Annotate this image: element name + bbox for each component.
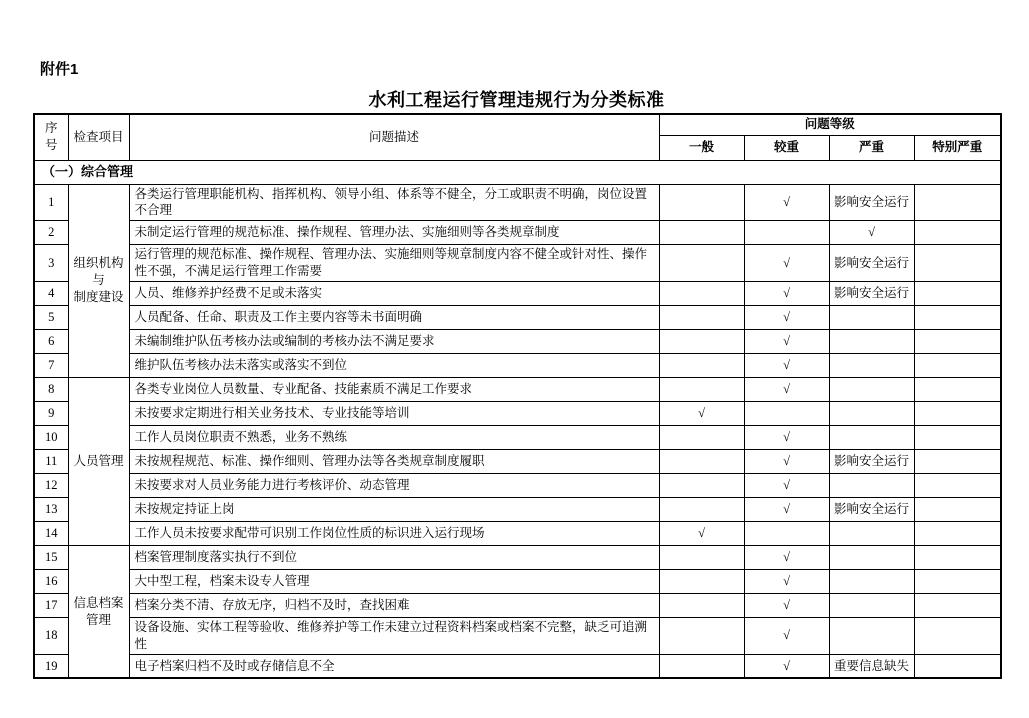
level-cell-moderate [744, 402, 829, 426]
level-cell-critical [914, 378, 1001, 402]
level-cell-severe [829, 354, 914, 378]
description-cell: 人员配备、任命、职责及工作主要内容等未书面明确 [129, 306, 659, 330]
row-number-cell: 8 [34, 378, 68, 402]
category-label-line: 人员管理 [73, 454, 124, 469]
table-row [34, 282, 1001, 306]
level-cell-moderate [744, 221, 829, 245]
level-cell-critical [914, 498, 1001, 522]
level-cell-general [659, 474, 744, 498]
level-cell-critical [914, 654, 1001, 678]
level-cell-general [659, 354, 744, 378]
table-row [34, 522, 1001, 546]
header-level-severe: 严重 [829, 135, 914, 160]
row-number-cell: 6 [34, 330, 68, 354]
level-cell-moderate: √ [744, 594, 829, 618]
level-cell-critical [914, 594, 1001, 618]
level-cell-critical [914, 184, 1001, 221]
level-cell-critical [914, 522, 1001, 546]
category-label-line: 制度建设 [73, 290, 124, 305]
level-cell-general [659, 654, 744, 678]
table-row [34, 354, 1001, 378]
level-cell-moderate: √ [744, 450, 829, 474]
level-cell-moderate: √ [744, 474, 829, 498]
level-cell-critical [914, 354, 1001, 378]
level-cell-moderate: √ [744, 654, 829, 678]
level-cell-severe [829, 618, 914, 655]
table-row [34, 306, 1001, 330]
description-cell: 未按要求对人员业务能力进行考核评价、动态管理 [129, 474, 659, 498]
level-cell-severe: 重要信息缺失 [829, 654, 914, 678]
level-cell-moderate: √ [744, 184, 829, 221]
level-cell-severe [829, 402, 914, 426]
header-problem-level-group: 问题等级 [659, 114, 1001, 135]
description-cell: 各类专业岗位人员数量、专业配备、技能素质不满足工作要求 [129, 378, 659, 402]
table-row [34, 330, 1001, 354]
level-cell-severe: 影响安全运行 [829, 282, 914, 306]
level-cell-severe [829, 378, 914, 402]
level-cell-severe [829, 594, 914, 618]
page-title: 水利工程运行管理违规行为分类标准 [368, 90, 665, 110]
header-level-moderate: 较重 [744, 135, 829, 160]
table-row [34, 245, 1001, 282]
level-cell-severe: 影响安全运行 [829, 184, 914, 221]
category-label-line: 管理 [85, 612, 111, 627]
description-cell: 运行管理的规范标准、操作规程、管理办法、实施细则等规章制度内容不健全或针对性、操作性不强，不满足运行管理工作需要 [129, 245, 659, 282]
level-cell-severe [829, 426, 914, 450]
row-number-cell: 3 [34, 245, 68, 282]
level-cell-severe: 影响安全运行 [829, 450, 914, 474]
row-number-cell: 7 [34, 354, 68, 378]
level-cell-critical [914, 330, 1001, 354]
description-cell: 人员、维修养护经费不足或未落实 [129, 282, 659, 306]
header-level-general: 一般 [659, 135, 744, 160]
description-cell: 未按规程规范、标准、操作细则、管理办法等各类规章制度履职 [129, 450, 659, 474]
header-seq: 序号 [34, 114, 68, 160]
level-cell-general [659, 546, 744, 570]
category-cell [68, 546, 129, 679]
table-row [34, 654, 1001, 678]
table-row [34, 221, 1001, 245]
description-cell: 未编制维护队伍考核办法或编制的考核办法不满足要求 [129, 330, 659, 354]
level-cell-general [659, 330, 744, 354]
level-cell-severe [829, 546, 914, 570]
table-row [34, 426, 1001, 450]
description-cell: 维护队伍考核办法未落实或落实不到位 [129, 354, 659, 378]
level-cell-moderate: √ [744, 546, 829, 570]
row-number-cell: 18 [34, 618, 68, 655]
level-cell-severe: 影响安全运行 [829, 498, 914, 522]
level-cell-moderate: √ [744, 426, 829, 450]
row-number-cell: 14 [34, 522, 68, 546]
header-problem-description: 问题描述 [129, 114, 659, 160]
table-row [34, 570, 1001, 594]
table-row [34, 184, 1001, 221]
table-row [34, 378, 1001, 402]
level-cell-moderate: √ [744, 330, 829, 354]
description-cell: 电子档案归档不及时或存储信息不全 [129, 654, 659, 678]
category-cell [68, 184, 129, 378]
level-cell-general: √ [659, 402, 744, 426]
level-cell-general [659, 594, 744, 618]
table-row [34, 498, 1001, 522]
description-cell: 档案管理制度落实执行不到位 [129, 546, 659, 570]
level-cell-critical [914, 306, 1001, 330]
row-number-cell: 5 [34, 306, 68, 330]
category-label-line: 信息档案 [73, 595, 124, 610]
category-label-line: 组织机构与 [73, 256, 124, 288]
table-row [34, 594, 1001, 618]
row-number-cell: 11 [34, 450, 68, 474]
level-cell-moderate: √ [744, 354, 829, 378]
table-row [34, 618, 1001, 655]
level-cell-general: √ [659, 522, 744, 546]
row-number-cell: 2 [34, 221, 68, 245]
level-cell-general [659, 245, 744, 282]
level-cell-moderate: √ [744, 282, 829, 306]
level-cell-moderate: √ [744, 618, 829, 655]
row-number-cell: 17 [34, 594, 68, 618]
description-cell: 工作人员未按要求配带可识别工作岗位性质的标识进入运行现场 [129, 522, 659, 546]
level-cell-severe [829, 474, 914, 498]
level-cell-critical [914, 546, 1001, 570]
level-cell-general [659, 618, 744, 655]
level-cell-severe [829, 570, 914, 594]
level-cell-critical [914, 618, 1001, 655]
level-cell-moderate [744, 522, 829, 546]
description-cell: 未制定运行管理的规范标准、操作规程、管理办法、实施细则等各类规章制度 [129, 221, 659, 245]
level-cell-general [659, 570, 744, 594]
level-cell-general [659, 378, 744, 402]
level-cell-critical [914, 221, 1001, 245]
table-header [34, 114, 1001, 160]
category-cell [68, 378, 129, 546]
level-cell-general [659, 498, 744, 522]
table-row [34, 450, 1001, 474]
level-cell-severe [829, 522, 914, 546]
description-cell: 各类运行管理职能机构、指挥机构、领导小组、体系等不健全，分工或职责不明确，岗位设置不合理 [129, 184, 659, 221]
level-cell-critical [914, 282, 1001, 306]
row-number-cell: 1 [34, 184, 68, 221]
table-body [34, 160, 1001, 678]
level-cell-general [659, 221, 744, 245]
table-row [34, 402, 1001, 426]
level-cell-general [659, 184, 744, 221]
level-cell-critical [914, 426, 1001, 450]
header-inspection-item: 检查项目 [68, 114, 129, 160]
level-cell-critical [914, 402, 1001, 426]
violation-classification-table [33, 113, 1002, 679]
level-cell-moderate: √ [744, 378, 829, 402]
level-cell-severe [829, 306, 914, 330]
level-cell-moderate: √ [744, 570, 829, 594]
description-cell: 大中型工程，档案未设专人管理 [129, 570, 659, 594]
row-number-cell: 4 [34, 282, 68, 306]
level-cell-severe [829, 330, 914, 354]
row-number-cell: 13 [34, 498, 68, 522]
level-cell-critical [914, 570, 1001, 594]
row-number-cell: 9 [34, 402, 68, 426]
attachment-label: 附件1 [40, 61, 79, 78]
level-cell-critical [914, 450, 1001, 474]
row-number-cell: 19 [34, 654, 68, 678]
table-row [34, 546, 1001, 570]
description-cell: 档案分类不清、存放无序，归档不及时，查找困难 [129, 594, 659, 618]
section-row [34, 160, 1001, 184]
description-cell: 设备设施、实体工程等验收、维修养护等工作未建立过程资料档案或档案不完整，缺乏可追溯性 [129, 618, 659, 655]
description-cell: 未按要求定期进行相关业务技术、专业技能等培训 [129, 402, 659, 426]
level-cell-severe: √ [829, 221, 914, 245]
level-cell-general [659, 426, 744, 450]
header-level-critical: 特别严重 [914, 135, 1001, 160]
level-cell-general [659, 450, 744, 474]
description-cell: 未按规定持证上岗 [129, 498, 659, 522]
level-cell-general [659, 282, 744, 306]
row-number-cell: 16 [34, 570, 68, 594]
row-number-cell: 10 [34, 426, 68, 450]
level-cell-general [659, 306, 744, 330]
section-title: （一）综合管理 [34, 160, 1001, 184]
level-cell-moderate: √ [744, 306, 829, 330]
level-cell-critical [914, 245, 1001, 282]
level-cell-moderate: √ [744, 245, 829, 282]
row-number-cell: 15 [34, 546, 68, 570]
level-cell-moderate: √ [744, 498, 829, 522]
row-number-cell: 12 [34, 474, 68, 498]
level-cell-critical [914, 474, 1001, 498]
description-cell: 工作人员岗位职责不熟悉，业务不熟练 [129, 426, 659, 450]
table-row [34, 474, 1001, 498]
level-cell-severe: 影响安全运行 [829, 245, 914, 282]
